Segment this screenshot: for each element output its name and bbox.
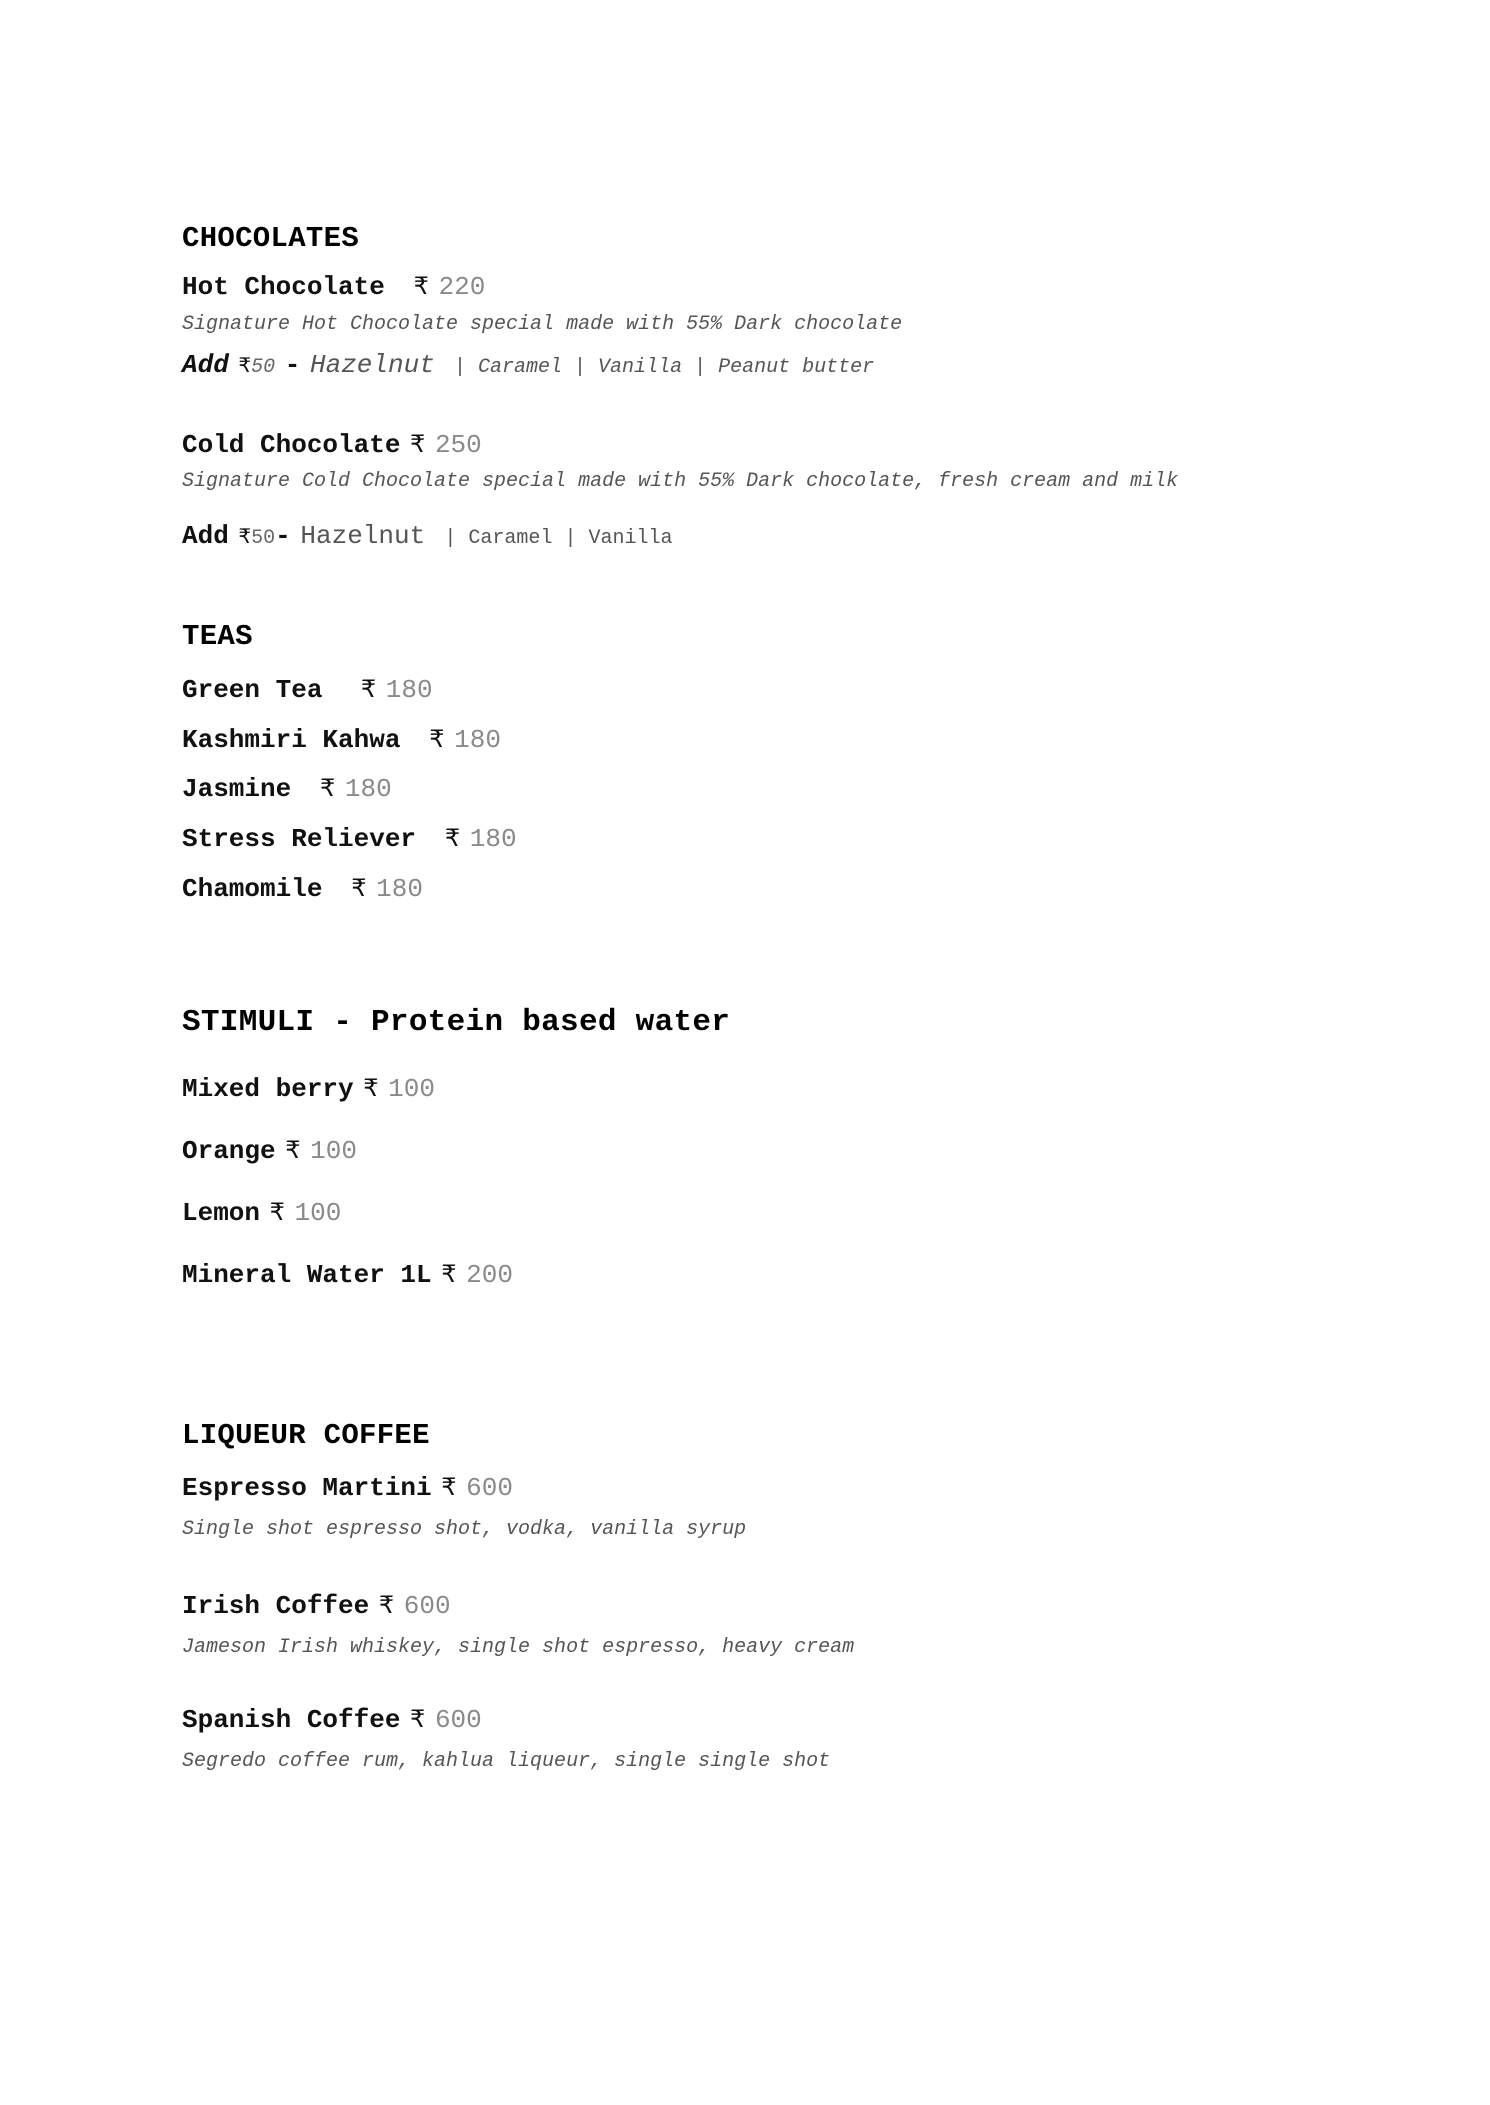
section-heading-stimuli: STIMULI - Protein based water bbox=[182, 1005, 731, 1040]
add-label: Add bbox=[182, 350, 229, 380]
item-name: Cold Chocolate bbox=[182, 430, 401, 460]
add-other-options: | Caramel | Vanilla | Peanut butter bbox=[454, 356, 875, 379]
item-description: Jameson Irish whiskey, single shot espresso, heavy cream bbox=[182, 1636, 855, 1659]
menu-item-hot-chocolate bbox=[182, 272, 485, 302]
item-name: Orange bbox=[182, 1136, 276, 1166]
add-main-option: Hazelnut bbox=[310, 350, 435, 380]
add-amount: 50 bbox=[251, 527, 276, 550]
rupee-icon: ₹ bbox=[413, 272, 429, 300]
menu-item-kashmiri-kahwa bbox=[182, 725, 501, 755]
add-main-option: Hazelnut bbox=[300, 521, 426, 551]
section-heading-teas: TEAS bbox=[182, 620, 253, 653]
item-name: Jasmine bbox=[182, 774, 292, 804]
add-on-line bbox=[182, 350, 874, 380]
item-price: 600 bbox=[434, 1705, 482, 1735]
item-price: 180 bbox=[376, 874, 423, 904]
rupee-icon: ₹ bbox=[441, 1260, 457, 1288]
rupee-icon: ₹ bbox=[441, 1473, 457, 1501]
rupee-icon: ₹ bbox=[378, 1591, 395, 1619]
rupee-icon: ₹ bbox=[285, 1136, 301, 1164]
item-price: 250 bbox=[434, 430, 482, 460]
menu-item-mineral-water bbox=[182, 1260, 513, 1290]
item-name: Lemon bbox=[182, 1198, 261, 1228]
item-price: 600 bbox=[466, 1473, 513, 1503]
item-description: Segredo coffee rum, kahlua liqueur, single single shot bbox=[182, 1750, 831, 1773]
rupee-icon: ₹ bbox=[238, 524, 252, 548]
menu-item-green-tea bbox=[182, 675, 433, 705]
item-description: Single shot espresso shot, vodka, vanilla syrup bbox=[182, 1518, 747, 1541]
item-name: Kashmiri Kahwa bbox=[182, 725, 401, 755]
item-price: 180 bbox=[454, 725, 501, 755]
menu-item-mixed-berry bbox=[182, 1074, 435, 1104]
rupee-icon: ₹ bbox=[429, 725, 445, 753]
rupee-icon: ₹ bbox=[351, 874, 367, 902]
rupee-icon: ₹ bbox=[410, 430, 426, 458]
item-price: 100 bbox=[294, 1198, 342, 1228]
menu-item-cold-chocolate bbox=[182, 430, 482, 460]
add-dash: - bbox=[275, 521, 291, 551]
rupee-icon: ₹ bbox=[410, 1705, 426, 1733]
rupee-icon: ₹ bbox=[238, 353, 252, 377]
item-price: 180 bbox=[385, 675, 433, 705]
item-price: 220 bbox=[438, 272, 486, 302]
menu-item-espresso-martini bbox=[182, 1473, 513, 1503]
add-dash: - bbox=[284, 350, 301, 380]
add-label: Add bbox=[182, 521, 229, 551]
item-name: Irish Coffee bbox=[182, 1591, 370, 1621]
item-price: 180 bbox=[469, 824, 517, 854]
menu-item-lemon bbox=[182, 1198, 341, 1228]
rupee-icon: ₹ bbox=[320, 774, 336, 802]
item-name: Stress Reliever bbox=[182, 824, 417, 854]
menu-item-jasmine bbox=[182, 774, 392, 804]
item-name: Espresso Martini bbox=[182, 1473, 432, 1503]
item-price: 200 bbox=[466, 1260, 513, 1290]
menu-item-spanish-coffee bbox=[182, 1705, 482, 1735]
item-price: 100 bbox=[310, 1136, 357, 1166]
menu-item-orange bbox=[182, 1136, 357, 1166]
item-price: 600 bbox=[403, 1591, 451, 1621]
item-price: 100 bbox=[388, 1074, 435, 1104]
item-price: 180 bbox=[344, 774, 392, 804]
item-name: Spanish Coffee bbox=[182, 1705, 401, 1735]
section-heading-liqueur-coffee: LIQUEUR COFFEE bbox=[182, 1419, 430, 1452]
menu-item-chamomile bbox=[182, 874, 423, 904]
item-description: Signature Cold Chocolate special made with 55% Dark chocolate, fresh cream and milk bbox=[182, 470, 1179, 493]
item-description: Signature Hot Chocolate special made with 55% Dark chocolate bbox=[182, 313, 903, 336]
add-amount: 50 bbox=[251, 356, 276, 379]
menu-item-stress-reliever bbox=[182, 824, 517, 854]
item-name: Mineral Water 1L bbox=[182, 1260, 432, 1290]
rupee-icon: ₹ bbox=[444, 824, 461, 852]
add-other-options: | Caramel | Vanilla bbox=[444, 527, 673, 550]
item-name: Chamomile bbox=[182, 874, 323, 904]
item-name: Hot Chocolate bbox=[182, 272, 385, 302]
rupee-icon: ₹ bbox=[360, 675, 377, 703]
section-heading-chocolates: CHOCOLATES bbox=[182, 222, 360, 255]
menu-item-irish-coffee bbox=[182, 1591, 451, 1621]
item-name: Green Tea bbox=[182, 675, 323, 705]
item-name: Mixed berry bbox=[182, 1074, 354, 1104]
add-on-line bbox=[182, 521, 672, 551]
rupee-icon: ₹ bbox=[363, 1074, 379, 1102]
rupee-icon: ₹ bbox=[269, 1198, 285, 1226]
